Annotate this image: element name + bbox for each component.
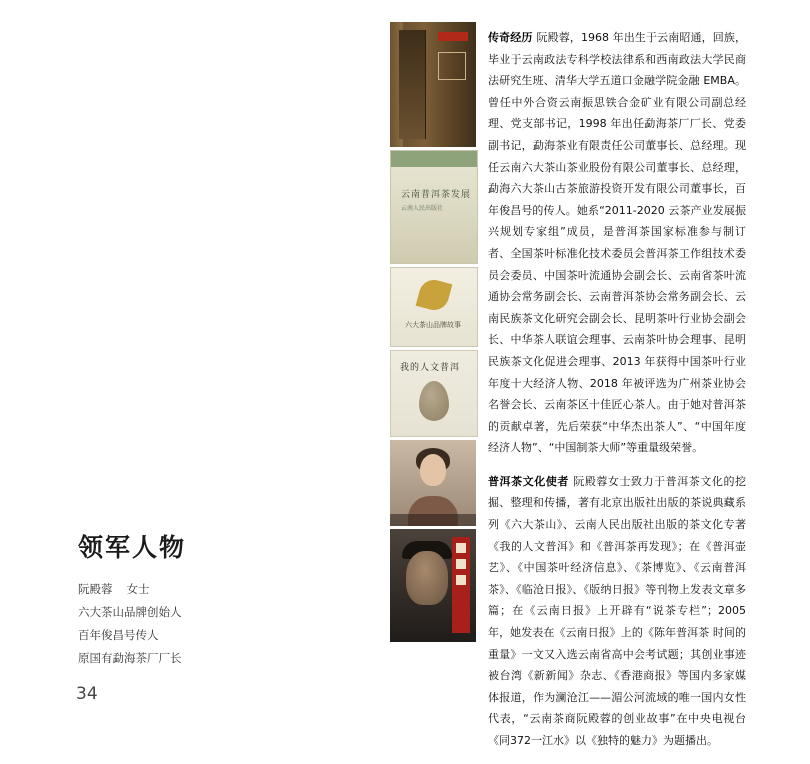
cover-band: [399, 30, 426, 139]
portrait-face: [420, 454, 446, 486]
profile-name: 阮殿蓉: [78, 582, 113, 596]
paragraph-text: 阮殿蓉女士致力于普洱茶文化的挖掘、整理和传播，著有北京出版社出版的茶说典藏系列《六大茶山》、云南人民出版社出版的茶文化专著《我的人文普洱》和《普洱茶再发现》；在《普洱壶艺》、《中国茶叶经济信息》、《茶博览》、《云南普洱茶》、《临沧日报》、《版纳日报》等刊物上发表文章多篇；在《云南日报》上开辟有“说茶专栏”；2005 年，她发表在《云南日报》上的《陈年普洱茶 时间的重量》一文又入选云南省高中会考试题；其创业事迹被台湾《新新闻》杂志、《香港商报》等国内多家媒体报道，作为澜沧江——湄公河流域的唯一国内女性代表，“云南茶商阮殿蓉的创业故事”在中央电视台《同372一江水》以《独特的魅力》为题播出。: [488, 474, 747, 747]
article-paragraph: [488, 27, 746, 459]
profile-name-row: [78, 578, 182, 601]
book-cover-gold-leaf: [390, 267, 478, 347]
profile-honorific: 女士: [126, 582, 150, 596]
book-cover-woman-portrait: [390, 440, 476, 526]
cover-red-banner: [452, 537, 470, 633]
paragraph-text: 阮殿蓉，1968 年出生于云南昭通，回族，毕业于云南政法专科学校法律系和西南政法大学民商法研究生班、清华大学五道口金融学院金融 EMBA。曾任中外合资云南振思铁合金矿业有限公司副总经理、党支部书记，1998 年出任勐海茶厂厂长、党委副书记，勐海茶业有限责任公司董事长、总经理。现任云南六大茶山茶业股份有限公司董事长、总经理，勐海六大茶山古茶旅游投资开发有限公司董事长，百年俊昌号的传人。她系“2011-2020 云茶产业发展振兴规划专家组”成员，是普洱茶国家标准参与制订者、全国茶叶标准化技术委员会普洱茶工作组技术委员会委员、中国茶叶流通协会副会长、云南省茶叶流通协会常务副会长、云南普洱茶协会常务副会长、云南民族茶文化研究会副会长、昆明茶叶行业协会副会长、中华茶人联谊会理事、云南茶叶协会理事、昆明民族茶文化促进会理事、2013 年获得中国茶叶行业年度十大经济人物、2018 年被评选为广州茶业协会名誉会长、云南茶区十佳匠心茶人。由于她对普洱茶的贡献卓著，先后荣获“中华杰出茶人”、“中国年度经济人物”、“中国制茶大师”等重量级荣誉。: [488, 31, 746, 455]
cover-red-label: [438, 32, 468, 41]
article-paragraph: [488, 471, 746, 752]
profile-role-2: 原国有勐海茶厂厂长: [78, 651, 182, 665]
portrait-face: [406, 551, 448, 605]
page-number: 34: [76, 684, 98, 704]
profile-role-1: 百年俊昌号传人: [78, 628, 159, 642]
seed-illustration: [419, 381, 449, 421]
portrait-caption-strip: [390, 514, 476, 526]
paragraph-lead: 普洱茶文化使者: [488, 474, 569, 488]
cover-title-text: 我的人文普洱: [400, 363, 461, 373]
paragraph-lead: 传奇经历: [488, 31, 533, 44]
left-column: [0, 0, 390, 717]
book-cover-tea-brick: [390, 22, 476, 147]
article-body: [488, 27, 746, 764]
page-title: 领军人物: [78, 533, 187, 562]
cover-square-frame: [438, 52, 466, 80]
book-cover-elder-portrait: [390, 529, 476, 642]
cover-title-text: 六大茶山品牌故事: [405, 321, 461, 329]
profile-details: [78, 578, 182, 670]
book-cover-green-journal: [390, 150, 478, 264]
book-cover-my-humanistic-puer: [390, 350, 478, 437]
cover-topbar: [391, 151, 477, 167]
book-cover-strip: [390, 22, 476, 645]
cover-subtitle-text: 云南人民出版社: [401, 205, 444, 212]
cover-title-text: 云南普洱茶发展: [401, 190, 472, 200]
profile-role-0: 六大茶山品牌创始人: [78, 605, 182, 619]
leaf-icon: [416, 277, 453, 314]
